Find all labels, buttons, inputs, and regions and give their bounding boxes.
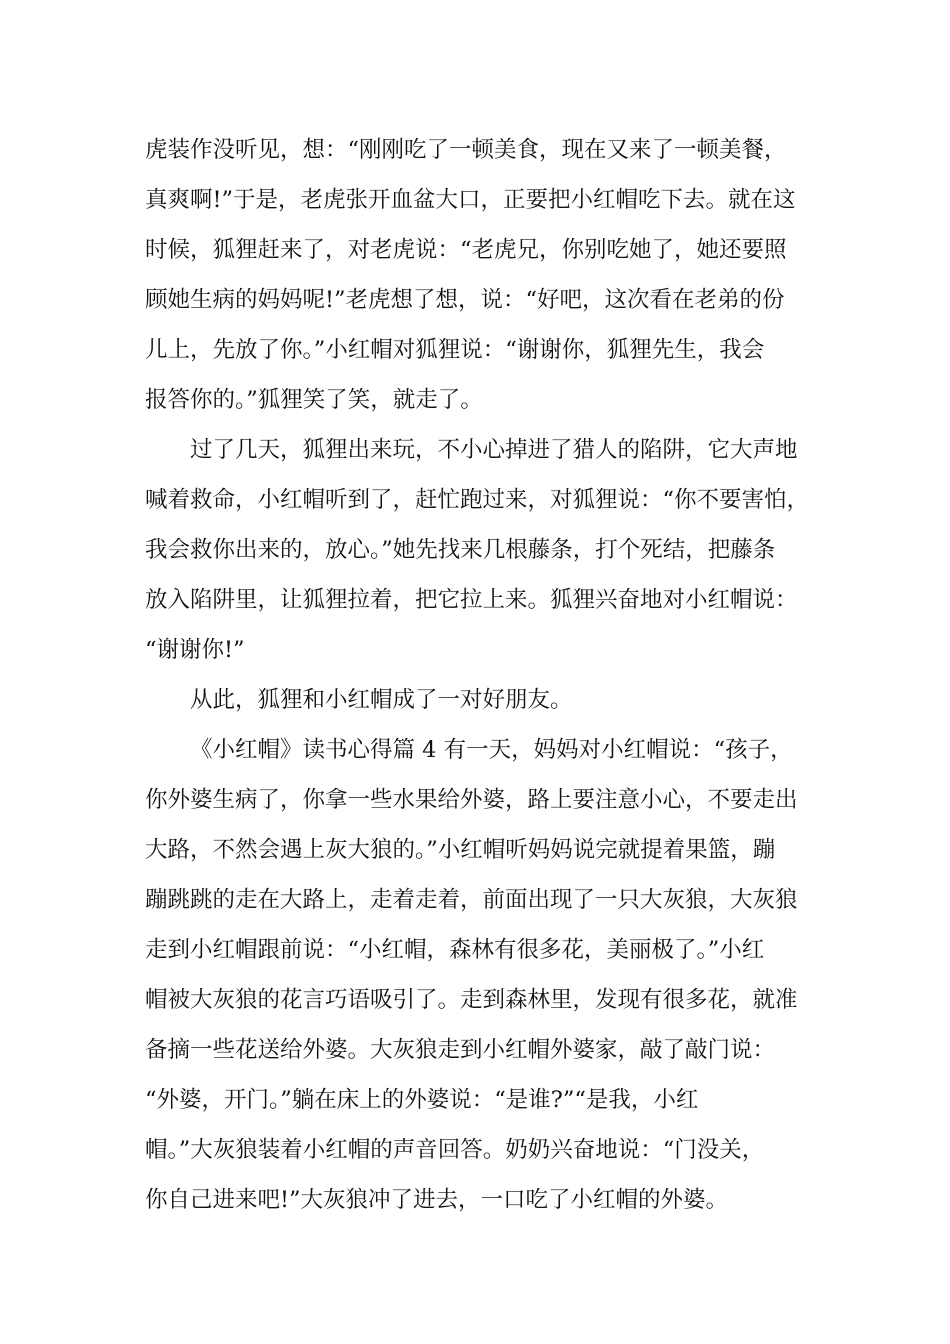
text-line: 你外婆生病了，你拿一些水果给外婆，路上要注意小心，不要走出 [145, 787, 798, 813]
text-line: 儿上，先放了你。”小红帽对狐狸说：“谢谢你，狐狸先生，我会 [145, 337, 765, 363]
text-line: “外婆，开门。”躺在床上的外婆说：“是谁?”“是我，小红 [145, 1087, 699, 1113]
text-line: 顾她生病的妈妈呢!”老虎想了想，说：“好吧，这次看在老弟的份 [145, 287, 785, 313]
text-line: 你自己进来吧!”大灰狼冲了进去，一口吃了小红帽的外婆。 [145, 1187, 729, 1213]
text-line: 大路，不然会遇上灰大狼的。”小红帽听妈妈说完就提着果篮，蹦 [145, 837, 776, 863]
text-line: 我会救你出来的，放心。”她先找来几根藤条，打个死结，把藤条 [145, 537, 776, 563]
text-line: 帽。”大灰狼装着小红帽的声音回答。奶奶兴奋地说：“门没关， [145, 1137, 765, 1163]
text-line: 放入陷阱里，让狐狸拉着，把它拉上来。狐狸兴奋地对小红帽说： [145, 587, 798, 613]
text-line: 虎装作没听见，想：“刚刚吃了一顿美食，现在又来了一顿美餐， [145, 137, 787, 163]
text-line: 帽被大灰狼的花言巧语吸引了。走到森林里，发现有很多花，就准 [145, 987, 798, 1013]
text-line: 报答你的。”狐狸笑了笑，就走了。 [145, 387, 483, 413]
text-line: “谢谢你!” [145, 637, 245, 663]
document-body [145, 125, 825, 1225]
text-line: 喊着救命，小红帽听到了，赶忙跑过来，对狐狸说：“你不要害怕， [145, 487, 810, 513]
text-line: 备摘一些花送给外婆。大灰狼走到小红帽外婆家，敲了敲门说： [145, 1037, 776, 1063]
text-line: 走到小红帽跟前说：“小红帽，森林有很多花，美丽极了。”小红 [145, 937, 765, 963]
text-line: 《小红帽》读书心得篇 4 有一天，妈妈对小红帽说：“孩子， [190, 737, 793, 763]
text-line: 蹦跳跳的走在大路上，走着走着，前面出现了一只大灰狼，大灰狼 [145, 887, 798, 913]
text-line: 真爽啊!”于是，老虎张开血盆大口，正要把小红帽吃下去。就在这 [145, 187, 796, 213]
text-line: 过了几天，狐狸出来玩，不小心掉进了猎人的陷阱，它大声地 [190, 437, 798, 463]
text-line: 时候，狐狸赶来了，对老虎说：“老虎兄，你别吃她了，她还要照 [145, 237, 787, 263]
text-line: 从此，狐狸和小红帽成了一对好朋友。 [190, 687, 573, 713]
